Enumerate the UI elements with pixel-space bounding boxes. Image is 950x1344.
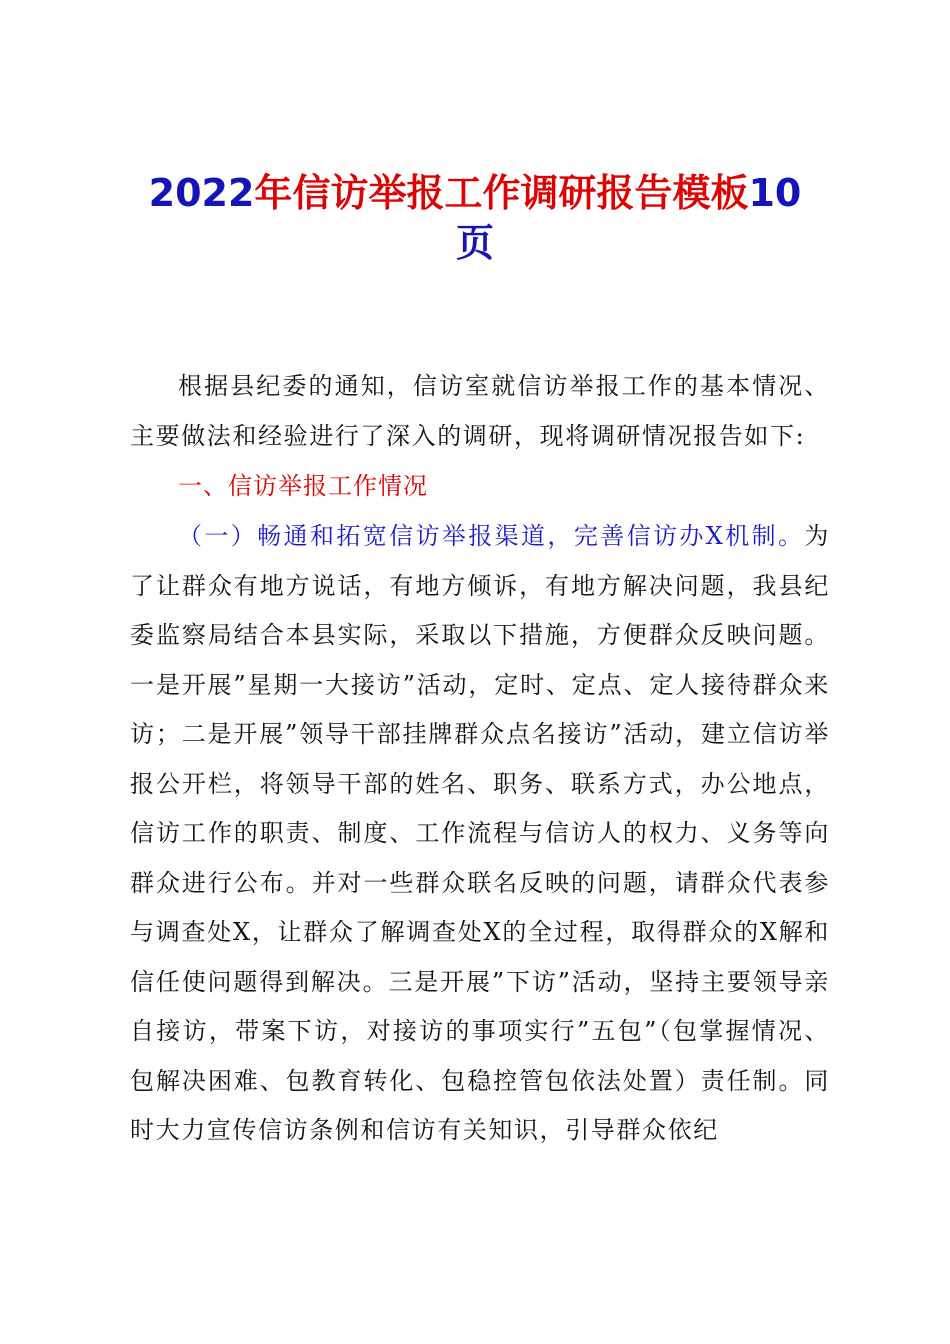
intro-paragraph-block [130,362,830,461]
document-title [110,168,840,268]
body-paragraph-block [130,512,830,1156]
title-number: 10 [748,171,802,215]
body-paragraph [130,512,830,1156]
title-main: 信访举报工作调研报告模板 [292,171,749,215]
title-year: 2022 [148,171,255,215]
title-year-suffix: 年 [254,171,293,215]
section-heading: 一、信访举报工作情况 [178,472,428,500]
intro-paragraph: 根据县纪委的通知，信访室就信访举报工作的基本情况、主要做法和经验进行了深入的调研，现将调研情况报告如下: [130,372,830,450]
title-page-word: 页 [455,221,494,265]
body-paragraph-text: 为了让群众有地方说话，有地方倾诉，有地方解决问题，我县纪委监察局结合本县实际，采取以下措施，方便群众反映问题。一是开展”星期一大接访”活动，定时、定点、定人接待群众来访；二是开展”领导干部挂牌群众点名接访”活动，建立信访举报公开栏，将领导干部的姓名、职务、联系方式，办公地点，信访工作的职责、制度、工作流程与信访人的权力、义务等向群众进行公布。并对一些群众联名反映的问题，请群众代表参与调查处X，让群众了解调查处X的全过程，取得群众的X解和信任使问题得到解决。三是开展”下访”活动，坚持主要领导亲自接访，带案下访，对接访的事项实行”五包”（包掌握情况、包解决困难、包教育转化、包稳控管包依法处置）责任制。同时大力宣传信访条例和信访有关知识，引导群众依纪 [130,522,830,1144]
subsection-heading: （一）畅通和拓宽信访举报渠道，完善信访办X机制。 [178,522,805,550]
